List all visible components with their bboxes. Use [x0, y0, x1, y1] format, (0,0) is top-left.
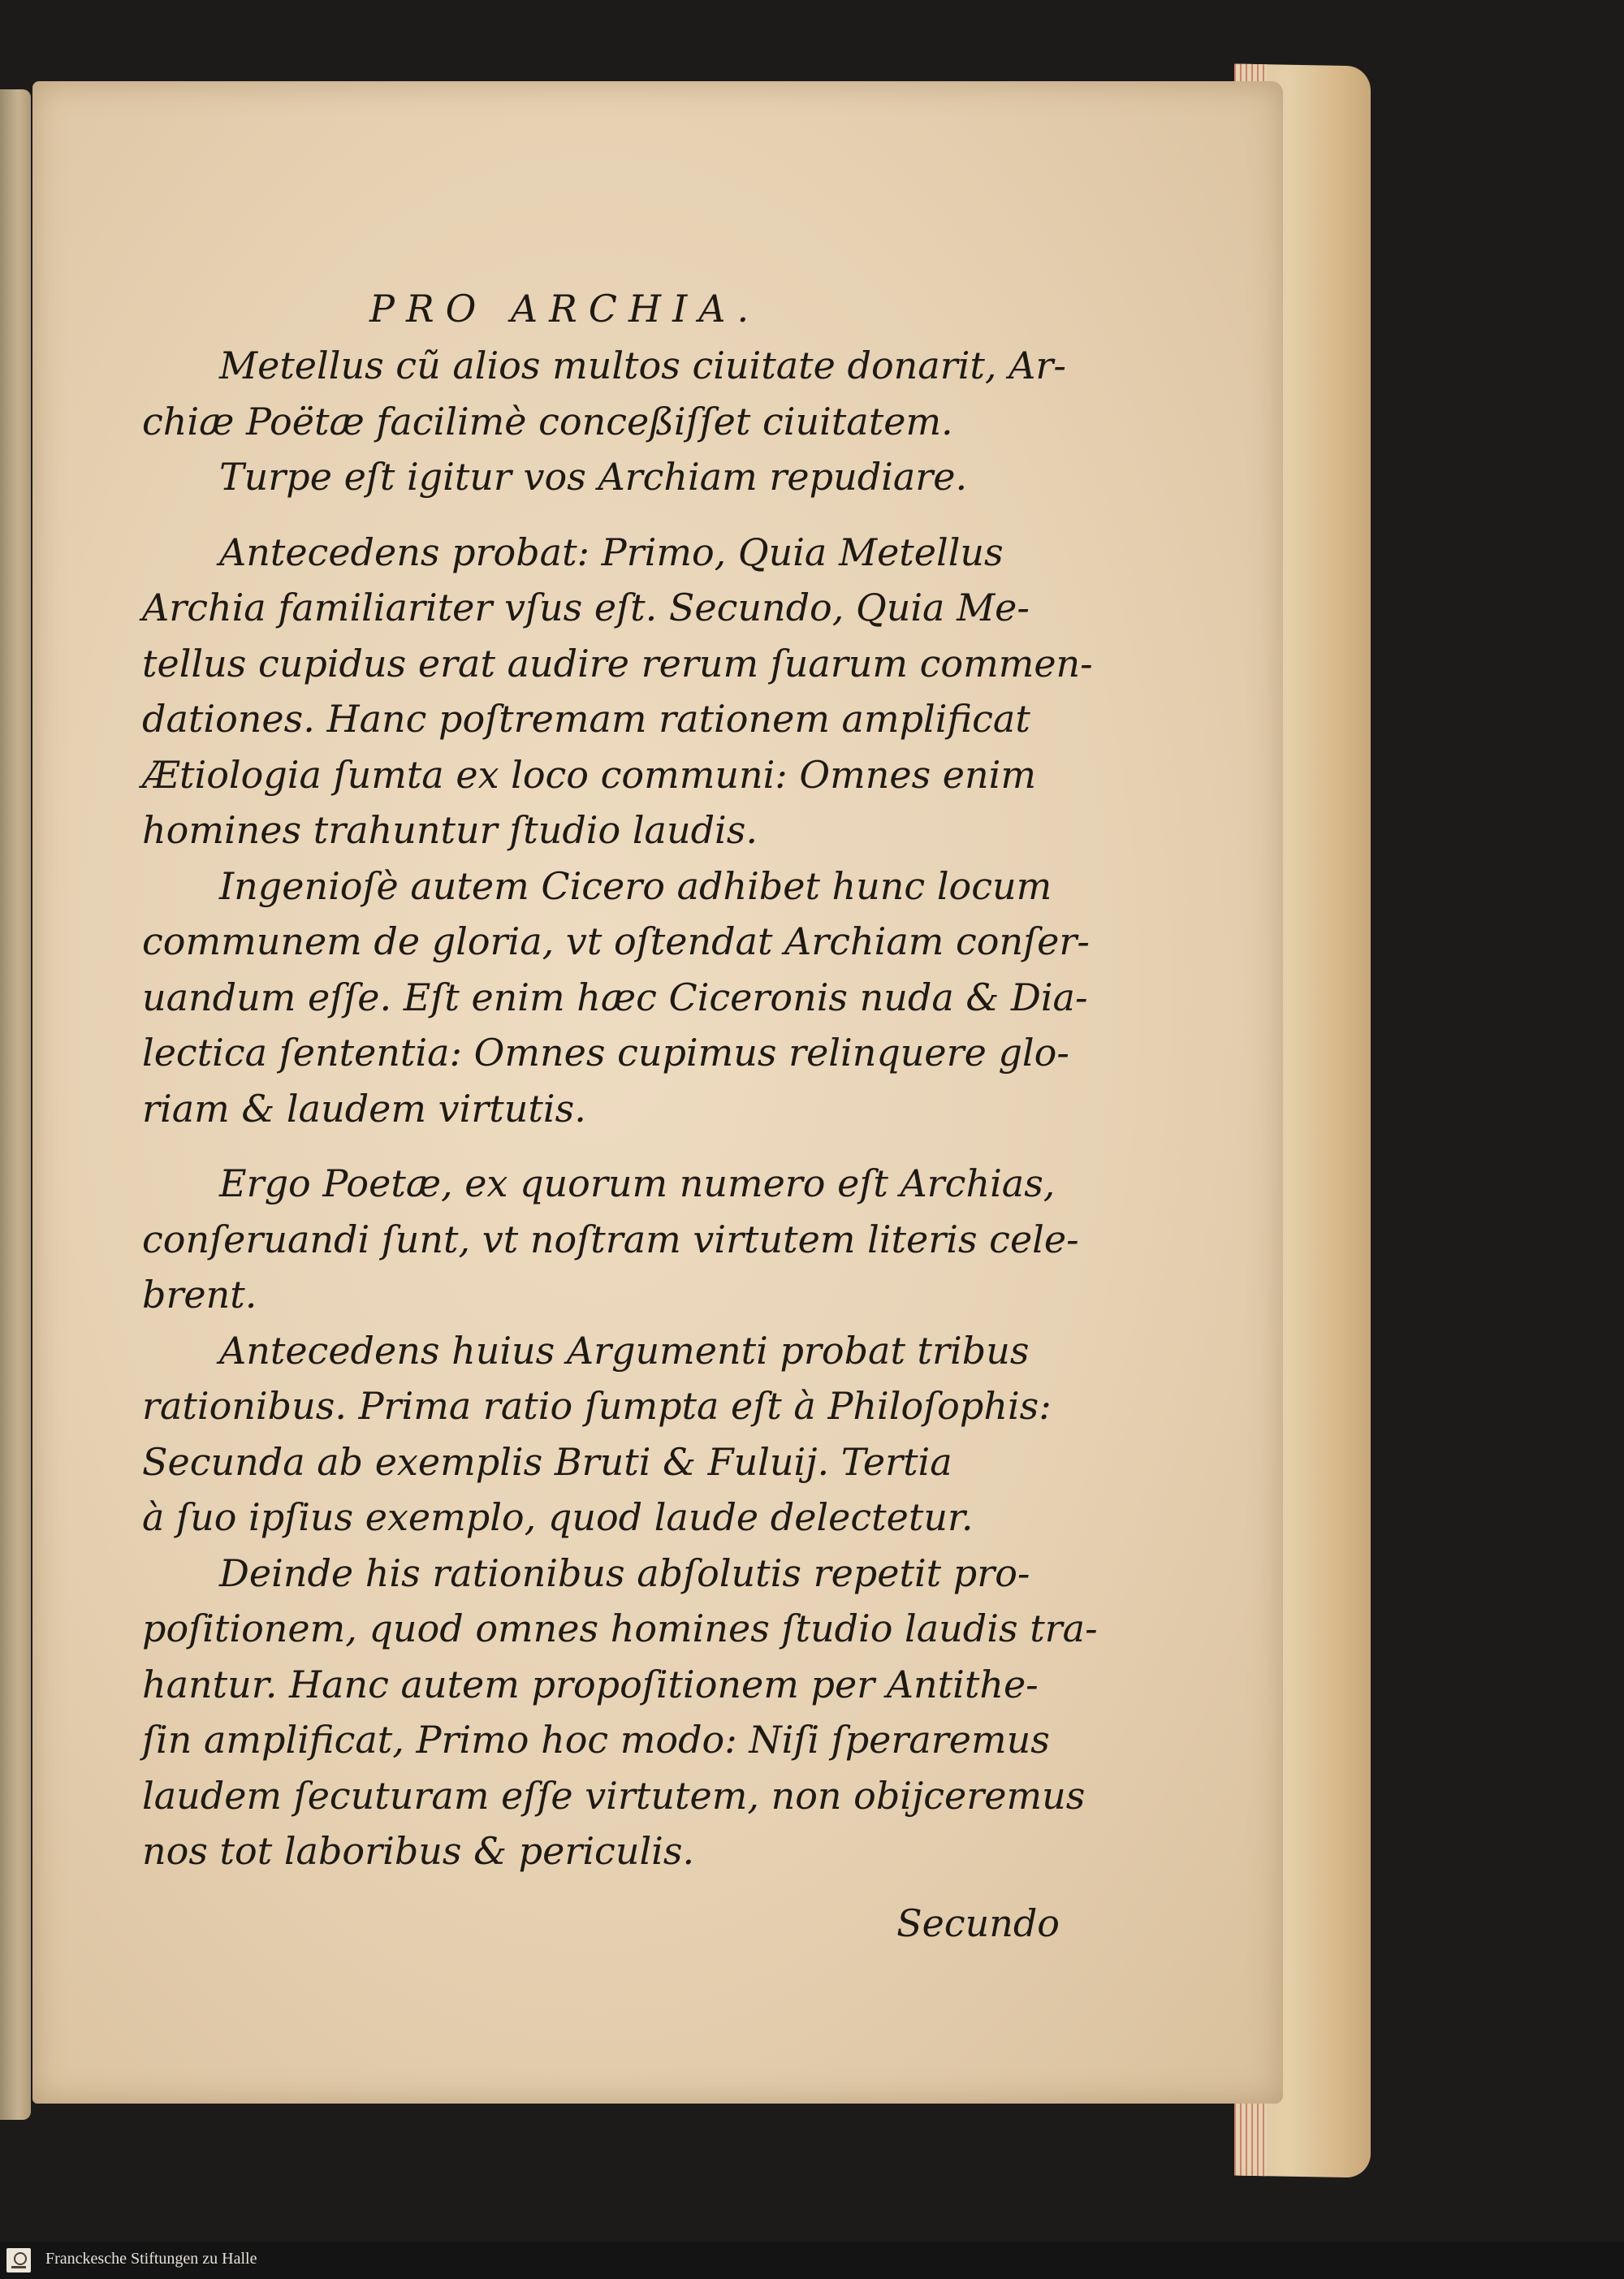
paragraph-5 — [142, 1156, 1079, 1323]
page-text — [142, 284, 1098, 1951]
text-line: Ingenioſè autem Cicero adhibet hunc locum — [219, 863, 1052, 908]
institution-logo-icon — [6, 2248, 31, 2273]
previous-page-edge — [0, 89, 31, 2120]
text-line: lectica ſententia: Omnes cupimus relinquere glo- — [142, 1031, 1069, 1075]
text-line: conſeruandi ſunt, vt noſtram virtutem literis cele- — [142, 1217, 1079, 1261]
text-line: rationibus. Prima ratio ſumpta eſt à Philoſophis: — [142, 1384, 1052, 1428]
text-line: poſitionem, quod omnes homines ſtudio laudis tra- — [142, 1607, 1098, 1650]
paragraph-4 — [142, 858, 1090, 1137]
paragraph-6 — [142, 1323, 1068, 1546]
text-line: Secunda ab exemplis Bruti & Fuluij. Tertia — [142, 1439, 952, 1484]
paragraph-3 — [142, 525, 1093, 858]
text-line: ſin amplificat, Primo hoc modo: Niſi ſperaremus — [142, 1718, 1050, 1762]
text-line: communem de gloria, vt oſtendat Archiam conſer- — [142, 919, 1090, 963]
text-line: homines trahuntur ſtudio laudis. — [142, 808, 758, 852]
text-line: nos tot laboribus & periculis. — [142, 1829, 695, 1873]
text-line: riam & laudem virtutis. — [142, 1086, 586, 1131]
text-line: brent. — [142, 1273, 257, 1317]
text-line: uandum eſſe. Eſt enim hæc Ciceronis nuda & Dia- — [142, 975, 1088, 1019]
text-line: laudem ſecuturam eſſe virtutem, non obijceremus — [142, 1773, 1086, 1818]
text-line: Ætiologia ſumta ex loco communi: Omnes enim — [142, 752, 1036, 797]
paragraph-2 — [142, 449, 1068, 505]
text-line: chiæ Poëtæ facilimè conceßiſſet ciuitatem. — [142, 399, 953, 443]
paragraph-1 — [142, 338, 1068, 449]
catchword: Secundo — [896, 1901, 1060, 1945]
text-line: Deinde his rationibus abſolutis repetit pro- — [219, 1550, 1030, 1595]
book-page — [32, 81, 1283, 2104]
text-line: Metellus cũ alios multos ciuitate donarit, Ar- — [219, 344, 1066, 387]
institution-name: Franckesche Stiftungen zu Halle — [45, 2250, 257, 2268]
text-line: dationes. Hanc poſtremam rationem amplificat — [142, 697, 1030, 741]
text-line: tellus cupidus erat audire rerum ſuarum commen- — [142, 641, 1093, 685]
text-line: hantur. Hanc autem propoſitionem per Antithe- — [142, 1662, 1039, 1706]
text-line: Antecedens huius Argumenti probat tribus — [219, 1328, 1030, 1373]
paragraph-7 — [142, 1546, 1098, 1879]
running-head: PRO ARCHIA. — [369, 287, 761, 331]
text-line: à ſuo ipſius exemplo, quod laude delectetur. — [142, 1495, 974, 1539]
text-line: Turpe eſt igitur vos Archiam repudiare. — [219, 455, 968, 499]
text-line: Archia familiariter vſus eſt. Secundo, Quia Me- — [142, 586, 1030, 629]
footer-bar — [0, 2242, 1624, 2279]
text-line: Antecedens probat: Primo, Quia Metellus — [219, 530, 1004, 574]
text-line: Ergo Poetæ, ex quorum numero eſt Archias, — [219, 1161, 1056, 1205]
